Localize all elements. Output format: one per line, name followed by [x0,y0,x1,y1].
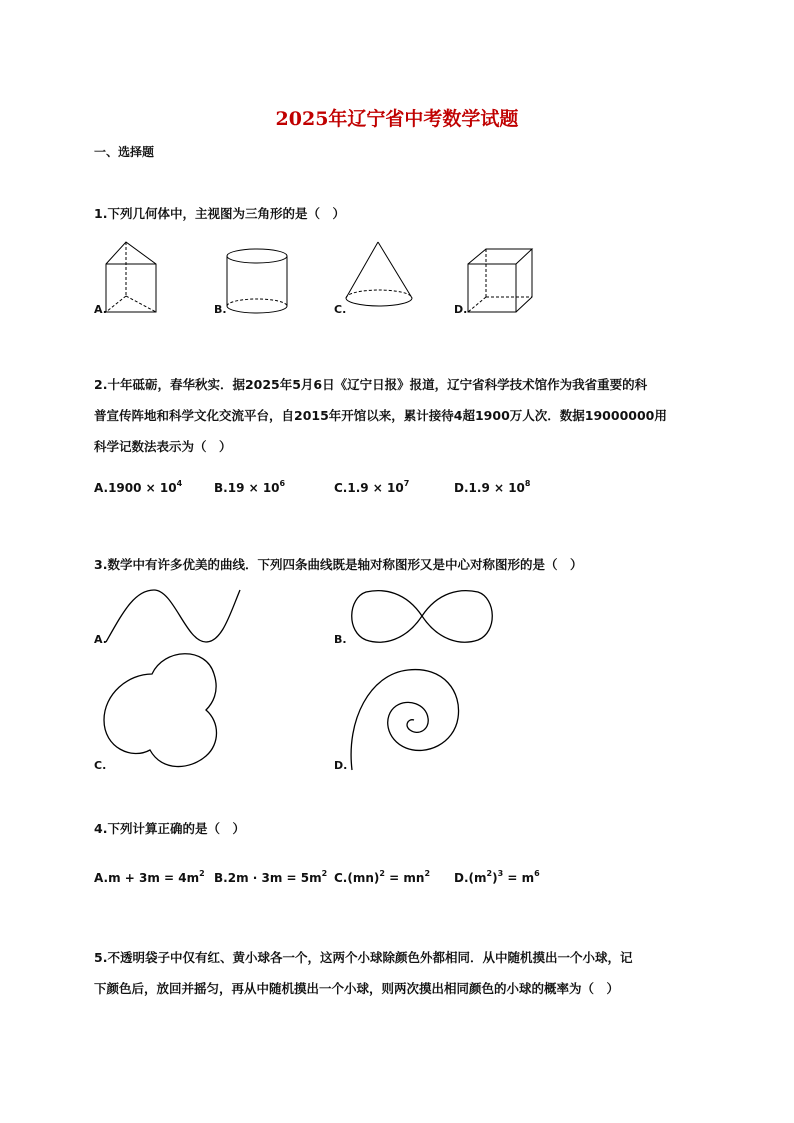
q4-option-d-expression-open: (m [468,871,487,885]
q4-option-a-label: A. [94,871,109,885]
q4-option-b-label: B. [214,871,228,885]
question-2-line-3: 科学记数法表示为（ ） [94,439,232,454]
q4-option-d-expression-result: = m [503,871,535,885]
q1-option-d-label: D. [454,303,468,316]
triangular-prism-figure [100,238,170,318]
cylinder-figure [222,246,292,316]
q3-option-a-label: A. [94,633,107,646]
q4-option-a [94,869,205,885]
question-5-line-2: 下颜色后，放回并摇匀，再从中随机摸出一个小球，则两次摸出相同颜色的小球的概率为（ ） [94,981,620,996]
question-5-line-1: 5.不透明袋子中仅有红、黄小球各一个，这两个小球除颜色外都相同．从中随机摸出一个小球，记 [94,950,633,965]
q2-option-a [94,479,182,495]
q4-option-d-label: D. [454,871,469,885]
q4-option-c-label: C. [334,871,348,885]
q4-option-a-exponent: 2 [199,869,205,878]
q4-option-b-exponent: 2 [321,869,328,878]
sine-curve-figure [104,586,244,648]
q4-option-c-expression-left: (mn) [347,871,380,885]
q2-option-c-label: C. [334,481,348,495]
q2-option-a-mantissa: 1900 × 10 [108,481,177,495]
question-3-text: 3.数学中有许多优美的曲线．下列四条曲线既是轴对称图形又是中心对称图形的是（ ） [94,557,583,572]
q4-option-d-expression-close: ) [492,871,498,885]
spiral-curve-figure [346,650,466,774]
q2-option-b-exponent: 6 [279,479,286,488]
question-2-line-1: 2.十年砥砺，春华秋实．据2025年5月6日《辽宁日报》报道，辽宁省科学技术馆作为我省重要的科 [94,377,648,392]
q3-option-d-label: D. [334,759,348,772]
q4-option-a-expression: m + 3m = 4m [108,871,200,885]
question-4-text: 4.下列计算正确的是（ ） [94,821,245,836]
q4-option-d [454,869,540,885]
q2-option-c-mantissa: 1.9 × 10 [347,481,404,495]
question-2-line-2: 普宣传阵地和科学文化交流平台，自2015年开馆以来，累计接待4超1900万人次．数据19000000用 [94,408,667,423]
q4-option-d-inner-exponent: 2 [486,869,493,878]
q4-option-b-expression: 2m · 3m = 5m [227,871,322,885]
q4-option-c-exponent-left: 2 [379,869,385,878]
q2-option-b-mantissa: 19 × 10 [227,481,280,495]
q3-option-b-label: B. [334,633,347,646]
q4-option-d-result-exponent: 6 [534,869,540,878]
section-heading: 一、选择题 [94,145,155,159]
q2-option-a-exponent: 4 [176,479,183,488]
question-1-text: 1.下列几何体中，主视图为三角形的是（ ） [94,206,345,221]
q2-option-d-exponent: 8 [524,479,531,488]
q4-option-c-expression-right: = mn [384,871,425,885]
q2-option-c-exponent: 7 [403,479,410,488]
q2-option-a-label: A. [94,481,109,495]
q4-option-b [214,869,327,885]
q2-option-b [214,479,285,495]
cone-figure [340,238,420,318]
page-title: 2025年辽宁省中考数学试题 [275,108,519,130]
q1-option-a-label: A. [94,303,107,316]
lemniscate-curve-figure [344,586,504,646]
q2-option-d-mantissa: 1.9 × 10 [468,481,525,495]
q2-option-d [454,479,530,495]
q4-option-c [334,869,430,885]
cube-figure [462,246,537,318]
q4-option-d-outer-exponent: 3 [497,869,504,878]
q1-option-c-label: C. [334,303,347,316]
q2-option-d-label: D. [454,481,469,495]
q3-option-c-label: C. [94,759,107,772]
q1-option-b-label: B. [214,303,227,316]
q4-option-c-exponent-right: 2 [424,869,431,878]
q2-option-b-label: B. [214,481,228,495]
three-leaf-curve-figure [102,650,220,772]
q2-option-c [334,479,409,495]
